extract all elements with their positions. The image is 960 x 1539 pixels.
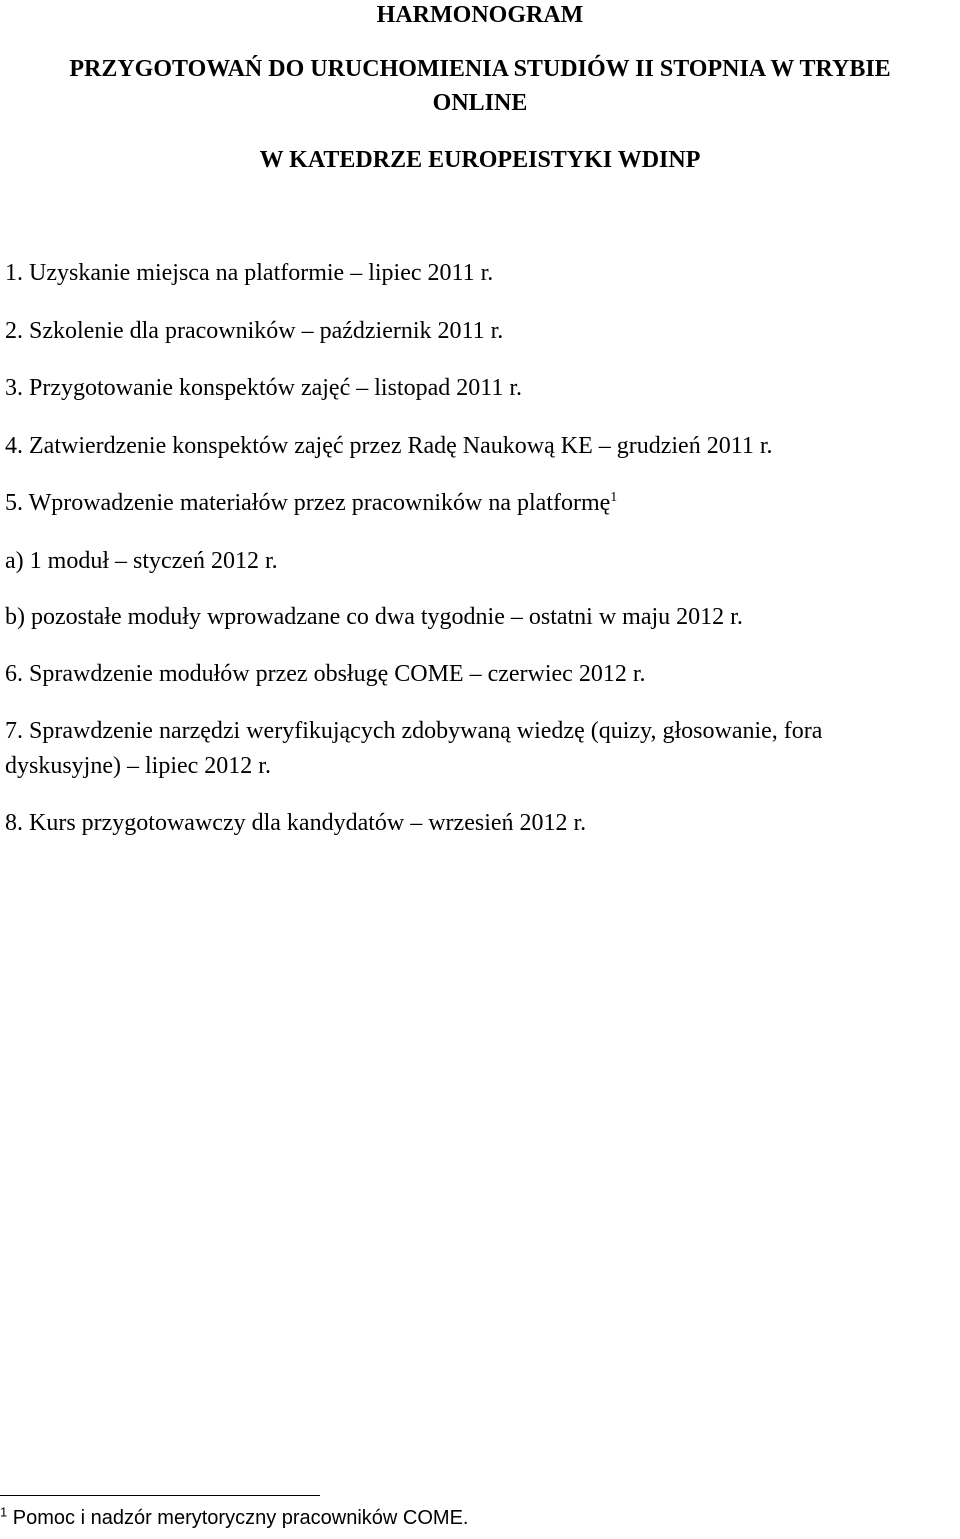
schedule-subitem-b: b) pozostałe moduły wprowadzane co dwa tygodnie – ostatni w maju 2012 r. <box>5 604 743 630</box>
schedule-item-6: 6. Sprawdzenie modułów przez obsługę COME – czerwiec 2012 r. <box>5 661 646 687</box>
schedule-item-5-text: 5. Wprowadzenie materiałów przez pracowników na platformę <box>5 490 611 516</box>
footnote-separator <box>0 1495 320 1496</box>
schedule-item-8: 8. Kurs przygotowawczy dla kandydatów – wrzesień 2012 r. <box>5 810 587 836</box>
schedule-item-7-line-2: dyskusyjne) – lipiec 2012 r. <box>5 753 271 779</box>
schedule-item-5 <box>5 488 617 518</box>
document-subtitle-line-1: PRZYGOTOWAŃ DO URUCHOMIENIA STUDIÓW II STOPNIA W TRYBIE <box>69 56 891 82</box>
footnote-mark: 1 <box>0 1504 8 1520</box>
schedule-item-3: 3. Przygotowanie konspektów zajęć – listopad 2011 r. <box>5 375 523 401</box>
schedule-item-2: 2. Szkolenie dla pracowników – październik 2011 r. <box>5 318 504 344</box>
schedule-item-1: 1. Uzyskanie miejsca na platformie – lipiec 2011 r. <box>5 260 494 286</box>
schedule-subitem-a: a) 1 moduł – styczeń 2012 r. <box>5 548 278 574</box>
document-subtitle-line-2: ONLINE <box>432 90 528 116</box>
footnote-text: Pomoc i nadzór merytoryczny pracowników COME. <box>7 1507 469 1529</box>
footnote-reference: 1 <box>610 490 618 505</box>
department-heading: W KATEDRZE EUROPEISTYKI WDINP <box>259 147 701 173</box>
footnote <box>0 1505 468 1531</box>
schedule-item-7-line-1: 7. Sprawdzenie narzędzi weryfikujących zdobywaną wiedzę (quizy, głosowanie, fora <box>5 718 823 744</box>
document-title: HARMONOGRAM <box>376 2 584 28</box>
schedule-item-4: 4. Zatwierdzenie konspektów zajęć przez Radę Naukową KE – grudzień 2011 r. <box>5 433 773 459</box>
